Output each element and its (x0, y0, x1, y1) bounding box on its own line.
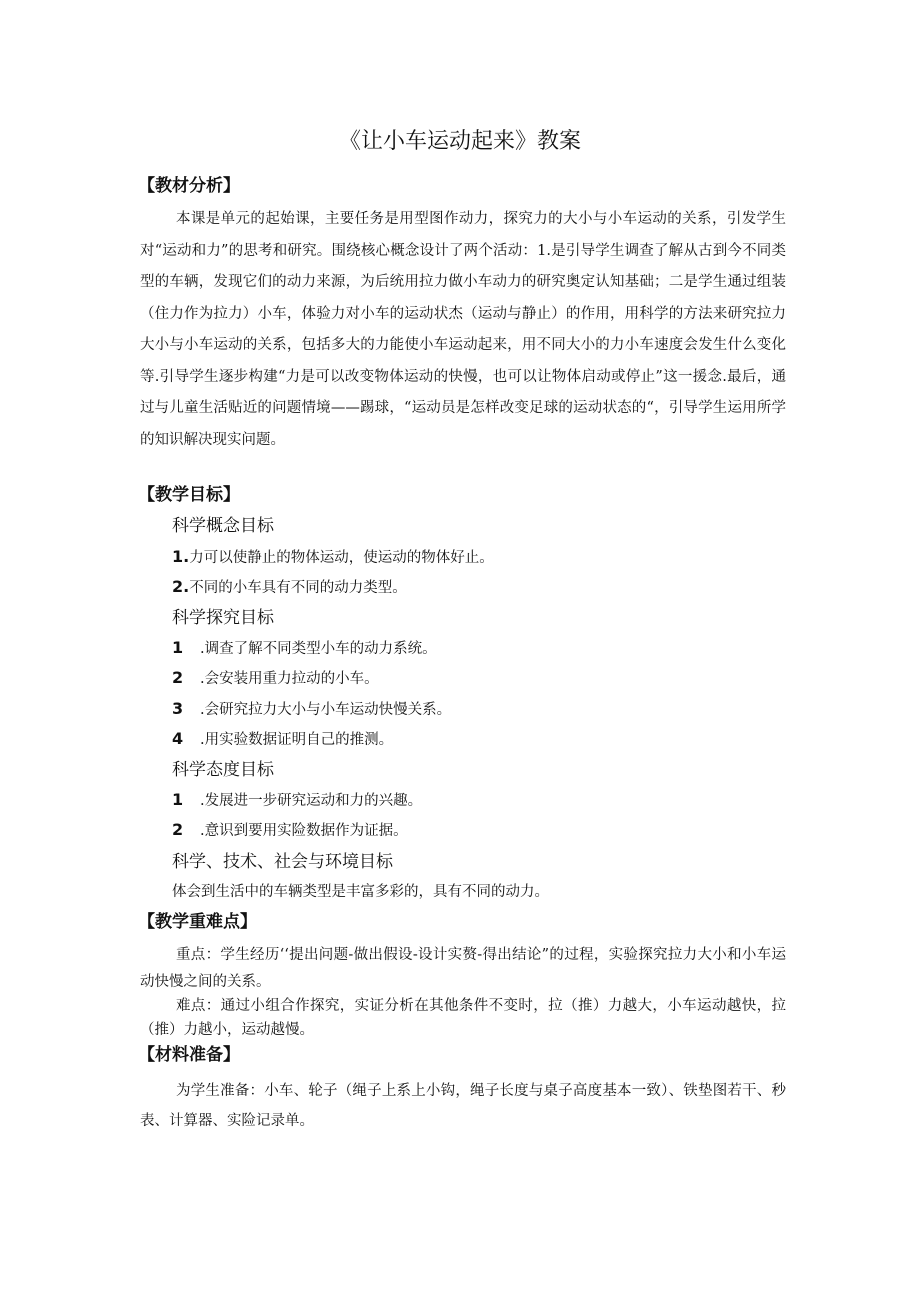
list-item (172, 667, 379, 690)
list-item-number: 2 (172, 668, 184, 687)
materials-paragraph: 为学生准备：小车、轮子（绳子上系上小钩，绳子长度与桌子高度基本一致）、铁垫图若干、秒表、计算器、实险记录单。 (140, 1083, 786, 1129)
section-heading-analysis: 【教材分析】 (138, 176, 240, 196)
list-item-number: 2. (172, 577, 190, 596)
list-item-number: 1. (172, 547, 190, 566)
section-heading-materials: 【材料准备】 (138, 1045, 240, 1065)
list-item (172, 789, 422, 812)
list-item-text: 力可以使静止的物体运动，使运动的物体好止。 (189, 550, 494, 566)
document-title: 《让小车运动起来》教案 (338, 129, 581, 154)
list-item-number: 4 (172, 729, 184, 748)
difficulty-paragraph: 难点：通过小组合作探究，实证分析在其他条件不变时，拉（推）力越大，小车运动越快，拉（推）力越小，运动越慢。 (140, 998, 786, 1038)
subheading-concept-goals: 科学概念目标 (172, 516, 274, 536)
list-item (172, 546, 494, 569)
list-item-number: 1 (172, 790, 184, 809)
subheading-inquiry-goals: 科学探究目标 (172, 608, 274, 628)
section-heading-goals: 【教学目标】 (138, 485, 240, 505)
list-item-text: .用实验数据证明自己的推测。 (200, 732, 394, 748)
list-item-text: .发展进一步研究运动和力的兴趣。 (200, 793, 423, 809)
subheading-attitude-goals: 科学态度目标 (172, 760, 274, 780)
keypoint-paragraph: 重点：学生经历‘‘提出问题-做出假设-设计实赘-得出结论”的过程，实验探究拉力大小和小车运动快慢之间的关系。 (140, 947, 786, 990)
list-item (172, 728, 393, 751)
list-item (172, 637, 437, 660)
list-item-text: .调查了解不同类型小车的动力系统。 (200, 641, 437, 657)
list-item-number: 3 (172, 699, 184, 718)
list-item-number: 2 (172, 820, 184, 839)
analysis-paragraph: 本课是单元的起始课，主要任务是用型图作动力，探究力的大小与小车运动的关系，引发学生对“运动和力”的思考和研究。围绕核心概念设计了两个活动：1.是引导学生调查了解从古到今不同类型的车辆，发现它们的动力来源，为后统用拉力做小车动力的研究奥定认知基础；二是学生通过组装（住力作为拉力）小车，体验力对小车的运动状杰（运动与静止）的作用，用科学的方法来研究拉力大小与小车运动的关系，包括多大的力能使小车运动起来，用不同大小的力小车速度会发生什么变化等.引导学生逐步构建“力是可以改变物体运动的快慢，也可以让物体启动或停止”这一援念.最后，通过与儿童生活贴近的问题情境——踢球，“运动员是怎样改变足球的运动状态的“，引导学生运用所学的知识解决现实问题。 (140, 211, 786, 448)
sts-goal-text: 体会到生活中的车辆类型是丰富多彩的，具有不同的动力。 (172, 884, 549, 900)
list-item-text: .意识到要用实险数据作为证据。 (200, 823, 408, 839)
section-heading-keypoints: 【教学重难点】 (138, 912, 257, 932)
list-item-text: 不同的小车具有不同的动力类型。 (189, 580, 407, 596)
list-item (172, 576, 407, 599)
subheading-sts-goals: 科学、技术、社会与环境目标 (172, 852, 393, 872)
list-item-text: .会安装用重力拉动的小车。 (200, 671, 379, 687)
list-item (172, 819, 408, 842)
list-item-number: 1 (172, 638, 184, 657)
list-item (172, 698, 451, 721)
list-item-text: .会研究拉力大小与小车运动快慢关系。 (200, 702, 452, 718)
